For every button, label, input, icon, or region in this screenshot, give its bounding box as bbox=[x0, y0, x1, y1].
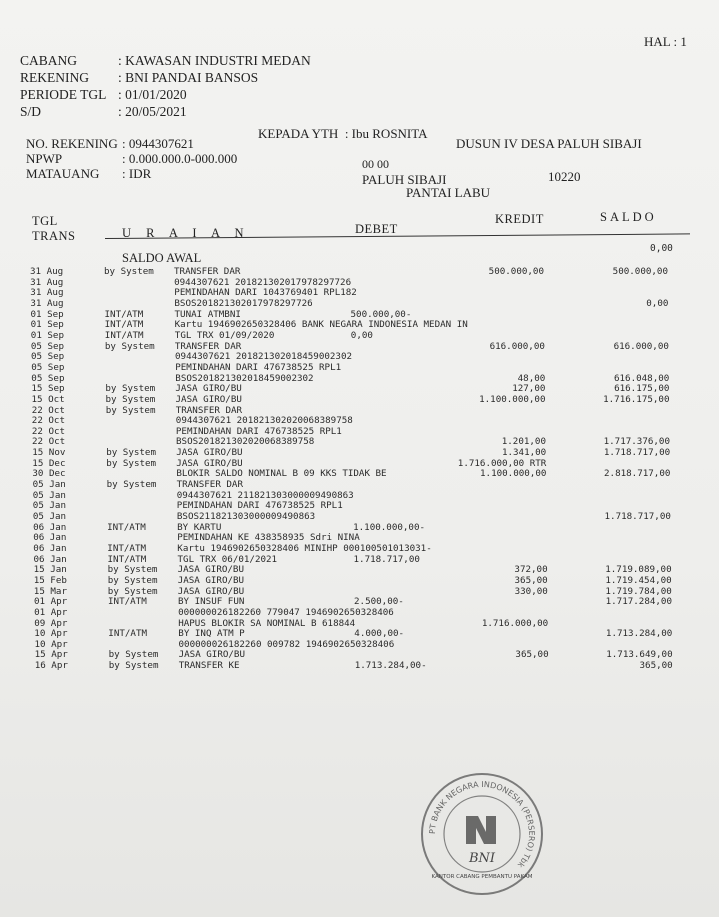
transaction-date: 16 Apr bbox=[34, 660, 68, 671]
kepada-label: KEPADA YTH bbox=[258, 126, 339, 141]
rekening-label: REKENING bbox=[20, 70, 89, 85]
transaction-description: BSOS201821302017978297726 bbox=[174, 297, 313, 309]
bank-stamp bbox=[418, 770, 546, 898]
transaction-description: 0944307621 201821302018459002302 bbox=[175, 351, 353, 363]
transaction-description: BLOKIR SALDO NOMINAL B 09 KKS TIDAK BE bbox=[176, 468, 387, 480]
sd-label: S/D bbox=[20, 104, 42, 119]
col-header-debet: DEBET bbox=[355, 222, 398, 236]
transaction-date: 22 Oct bbox=[32, 436, 66, 448]
address-line-2: 00 00 bbox=[362, 157, 389, 171]
postal-code: 10220 bbox=[548, 169, 581, 184]
transaction-description: HAPUS BLOKIR SA NOMINAL B 618844 bbox=[178, 617, 356, 629]
transaction-description: JASA GIRO/BU bbox=[176, 447, 243, 459]
transaction-description: Kartu 1946902650328406 BANK NEGARA INDONESIA MEDAN IN bbox=[174, 319, 468, 331]
transaction-description: JASA GIRO/BU bbox=[178, 649, 245, 661]
transaction-date: 31 Aug bbox=[30, 266, 64, 277]
transaction-saldo: 1.717.376,00 bbox=[603, 436, 670, 448]
transaction-kredit: 616.000,00 bbox=[489, 340, 545, 352]
transaction-date: 05 Jan bbox=[32, 500, 66, 512]
transaction-date: 05 Sep bbox=[31, 361, 65, 373]
table-row bbox=[0, 660, 719, 672]
transaction-description: 0944307621 201821302017978297726 bbox=[174, 276, 352, 288]
transaction-date: 06 Jan bbox=[33, 521, 67, 533]
stamp-bottom-text: KANTOR CABANG PEMBANTU PAKAM bbox=[431, 874, 533, 880]
transaction-channel: INT/ATM bbox=[104, 308, 144, 320]
transaction-date: 05 Sep bbox=[31, 372, 65, 384]
transaction-description: TUNAI ATMBNI bbox=[174, 308, 241, 320]
transaction-date: 31 Aug bbox=[30, 276, 64, 288]
transaction-description: TRANSFER DAR bbox=[174, 266, 241, 277]
transaction-date: 06 Jan bbox=[33, 553, 67, 565]
transaction-saldo: 1.719.454,00 bbox=[605, 574, 672, 586]
transaction-kredit: 48,00 bbox=[517, 372, 546, 384]
transaction-description: TGL TRX 06/01/2021 bbox=[177, 553, 278, 565]
transaction-date: 15 Apr bbox=[34, 649, 68, 661]
transaction-description: BSOS201821302020068389758 bbox=[176, 436, 315, 448]
transaction-description: 000000026182260 009782 1946902650328406 bbox=[178, 638, 395, 650]
transaction-date: 05 Sep bbox=[30, 340, 65, 352]
transaction-date: 22 Oct bbox=[31, 415, 65, 427]
transaction-saldo: 1.713.284,00 bbox=[605, 628, 673, 640]
cabang-label: CABANG bbox=[20, 53, 78, 68]
transaction-date: 06 Jan bbox=[33, 542, 67, 554]
transaction-debet: 0,00 bbox=[350, 329, 373, 341]
transaction-description: Kartu 1946902650328406 MINIHP 000100501013031- bbox=[177, 542, 432, 554]
transaction-channel: by System bbox=[108, 649, 159, 661]
transaction-date: 01 Sep bbox=[30, 308, 64, 320]
transaction-debet: 500.000,00- bbox=[350, 308, 412, 320]
transaction-saldo: 616.000,00 bbox=[613, 340, 669, 352]
transaction-date: 31 Aug bbox=[30, 297, 64, 309]
rekening-value: : BNI PANDAI BANSOS bbox=[118, 70, 259, 85]
transaction-debet: 1.718.717,00 bbox=[353, 553, 420, 565]
page-number: HAL : 1 bbox=[644, 34, 687, 49]
address-line-4: PANTAI LABU bbox=[406, 185, 491, 200]
transaction-date: 31 Aug bbox=[30, 287, 64, 299]
npwp-value: : 0.000.000.0-000.000 bbox=[122, 151, 238, 166]
transaction-channel: by System bbox=[106, 447, 156, 459]
transaction-description: JASA GIRO/BU bbox=[175, 383, 242, 395]
transaction-channel: INT/ATM bbox=[107, 521, 146, 533]
transaction-debet: 1.713.284,00- bbox=[354, 660, 427, 671]
transaction-channel: by System bbox=[104, 266, 154, 277]
transaction-date: 09 Apr bbox=[34, 617, 68, 629]
transaction-kredit: 365,00 bbox=[515, 649, 549, 661]
transaction-channel: by System bbox=[105, 383, 156, 395]
address-line-3: PALUH SIBAJI bbox=[362, 172, 447, 187]
transaction-date: 10 Apr bbox=[34, 638, 68, 650]
transaction-channel: by System bbox=[107, 564, 158, 576]
transaction-kredit: 1.716.000,00 RTR bbox=[457, 457, 547, 469]
transaction-saldo: 1.716.175,00 bbox=[603, 393, 670, 405]
transaction-date: 15 Mar bbox=[33, 585, 67, 597]
saldo-awal-label: SALDO AWAL bbox=[122, 251, 202, 265]
transaction-date: 01 Apr bbox=[34, 596, 68, 608]
transaction-channel: by System bbox=[107, 585, 158, 597]
transaction-saldo: 2.818.717,00 bbox=[604, 468, 671, 480]
transaction-date: 01 Sep bbox=[30, 319, 64, 331]
col-header-kredit: KREDIT bbox=[495, 212, 544, 226]
col-header-saldo: SALDO bbox=[600, 210, 657, 224]
transaction-date: 15 Jan bbox=[33, 564, 67, 576]
matauang-value: : IDR bbox=[122, 166, 152, 181]
transaction-description: PEMINDAHAN DARI 1043769401 RPL182 bbox=[174, 287, 357, 299]
stamp-logo-text: BNI bbox=[468, 851, 496, 866]
transaction-channel: INT/ATM bbox=[107, 553, 147, 565]
transaction-date: 22 Oct bbox=[31, 404, 65, 416]
transaction-channel: by System bbox=[105, 404, 156, 416]
transaction-description: JASA GIRO/BU bbox=[177, 574, 245, 586]
transaction-description: BY KARTU bbox=[177, 521, 222, 533]
transaction-date: 10 Apr bbox=[34, 628, 68, 640]
transaction-debet: 4.000,00- bbox=[354, 628, 405, 640]
col-header-trans: TRANS bbox=[32, 229, 76, 243]
transaction-saldo: 616.175,00 bbox=[614, 383, 670, 395]
transaction-description: TRANSFER DAR bbox=[174, 340, 242, 352]
col-header-tgl: TGL bbox=[32, 214, 58, 228]
saldo-awal-value: 0,00 bbox=[650, 243, 673, 254]
no-rekening-label: NO. REKENING bbox=[26, 136, 118, 151]
transaction-date: 05 Jan bbox=[32, 511, 67, 522]
transaction-channel: INT/ATM bbox=[104, 329, 144, 341]
transaction-description: PEMINDAHAN DARI 476738525 RPL1 bbox=[176, 500, 343, 512]
col-header-uraian: U R A I A N bbox=[122, 226, 250, 240]
transaction-date: 01 Sep bbox=[30, 329, 64, 341]
transaction-saldo: 500.000,00 bbox=[612, 266, 668, 277]
matauang-label: MATAUANG bbox=[26, 166, 100, 181]
sd-value: : 20/05/2021 bbox=[118, 104, 187, 119]
transaction-description: BSOS211821303000009490863 bbox=[176, 511, 316, 522]
transaction-description: PEMINDAHAN DARI 476738525 RPL1 bbox=[175, 361, 342, 373]
transaction-date: 22 Oct bbox=[31, 425, 66, 437]
transaction-kredit: 1.100.000,00 bbox=[480, 468, 547, 480]
recipient-name: : Ibu ROSNITA bbox=[344, 126, 428, 141]
transaction-description: PEMINDAHAN KE 438358935 Sdri NINA bbox=[177, 532, 360, 544]
address-line-1: DUSUN IV DESA PALUH SIBAJI bbox=[456, 136, 642, 151]
stamp-ring-text: PT BANK NEGARA INDONESIA (PERSERO) Tbk bbox=[427, 779, 537, 870]
transaction-date: 15 Sep bbox=[31, 383, 65, 395]
transaction-channel: by System bbox=[108, 660, 159, 671]
transaction-date: 01 Apr bbox=[34, 606, 68, 618]
transaction-description: TRANSFER DAR bbox=[176, 479, 243, 490]
transaction-channel: by System bbox=[104, 340, 155, 352]
transaction-date: 05 Jan bbox=[32, 479, 66, 490]
transaction-kredit: 372,00 bbox=[514, 564, 548, 576]
no-rekening-value: : 0944307621 bbox=[122, 136, 194, 151]
transaction-kredit: 1.716.000,00 bbox=[481, 617, 549, 629]
transaction-debet: 2.500,00- bbox=[354, 596, 404, 608]
transaction-description: TGL TRX 01/09/2020 bbox=[174, 329, 275, 341]
transaction-date: 30 Dec bbox=[32, 468, 66, 480]
transaction-saldo: 1.719.784,00 bbox=[605, 585, 672, 597]
transaction-description: BY INSUF FUN bbox=[178, 596, 245, 608]
transaction-kredit: 330,00 bbox=[514, 585, 548, 597]
transaction-channel: by System bbox=[106, 479, 157, 490]
cabang-value: : KAWASAN INDUSTRI MEDAN bbox=[118, 53, 311, 68]
transaction-kredit: 127,00 bbox=[512, 383, 546, 395]
transaction-kredit: 1.341,00 bbox=[501, 447, 547, 459]
transaction-saldo: 1.719.089,00 bbox=[605, 564, 672, 576]
transaction-date: 15 Oct bbox=[31, 393, 65, 405]
periode-value: : 01/01/2020 bbox=[118, 87, 187, 102]
transaction-description: JASA GIRO/BU bbox=[175, 393, 242, 405]
transaction-date: 15 Feb bbox=[33, 574, 67, 586]
transaction-kredit: 365,00 bbox=[514, 574, 548, 586]
transaction-description: JASA GIRO/BU bbox=[177, 564, 244, 576]
transaction-kredit: 1.100.000,00 bbox=[479, 393, 546, 405]
transaction-channel: INT/ATM bbox=[107, 542, 147, 554]
transaction-channel: INT/ATM bbox=[104, 319, 144, 331]
transaction-saldo: 616.048,00 bbox=[613, 372, 670, 384]
transaction-date: 05 Jan bbox=[32, 489, 66, 501]
transaction-channel: by System bbox=[107, 574, 158, 586]
transaction-date: 05 Sep bbox=[31, 351, 65, 363]
transaction-date: 06 Jan bbox=[33, 532, 67, 544]
transaction-description: JASA GIRO/BU bbox=[177, 585, 245, 597]
transaction-saldo: 1.718.717,00 bbox=[604, 511, 671, 522]
transaction-description: TRANSFER KE bbox=[178, 660, 240, 671]
transaction-saldo: 365,00 bbox=[639, 660, 673, 671]
bni-logo-icon bbox=[466, 816, 496, 844]
transaction-channel: by System bbox=[105, 393, 156, 405]
transaction-date: 15 Nov bbox=[32, 447, 66, 459]
transaction-description: BY INQ ATM P bbox=[178, 628, 245, 640]
transaction-debet: 1.100.000,00- bbox=[353, 521, 426, 533]
transaction-date: 15 Dec bbox=[32, 457, 66, 469]
transaction-description: TRANSFER DAR bbox=[175, 404, 243, 416]
transaction-description: PEMINDAHAN DARI 476738525 RPL1 bbox=[175, 425, 342, 437]
transaction-kredit: 500.000,00 bbox=[488, 266, 544, 277]
transaction-description: 0944307621 201821302020068389758 bbox=[175, 415, 353, 427]
transaction-channel: INT/ATM bbox=[108, 596, 147, 608]
transaction-saldo: 1.718.717,00 bbox=[603, 447, 671, 459]
transaction-saldo: 1.717.284,00 bbox=[605, 596, 672, 608]
transaction-saldo: 0,00 bbox=[646, 297, 669, 309]
transaction-kredit: 1.201,00 bbox=[501, 436, 546, 448]
transaction-channel: INT/ATM bbox=[108, 628, 148, 640]
transaction-description: BSOS201821302018459002302 bbox=[175, 372, 314, 384]
transaction-channel: by System bbox=[106, 457, 157, 469]
periode-label: PERIODE TGL bbox=[20, 87, 107, 102]
transaction-description: JASA GIRO/BU bbox=[176, 457, 243, 469]
transaction-description: 000000026182260 779047 1946902650328406 bbox=[178, 606, 394, 618]
npwp-label: NPWP bbox=[26, 151, 63, 166]
transaction-description: 0944307621 211821303000009490863 bbox=[176, 489, 354, 501]
transaction-saldo: 1.713.649,00 bbox=[606, 649, 673, 661]
